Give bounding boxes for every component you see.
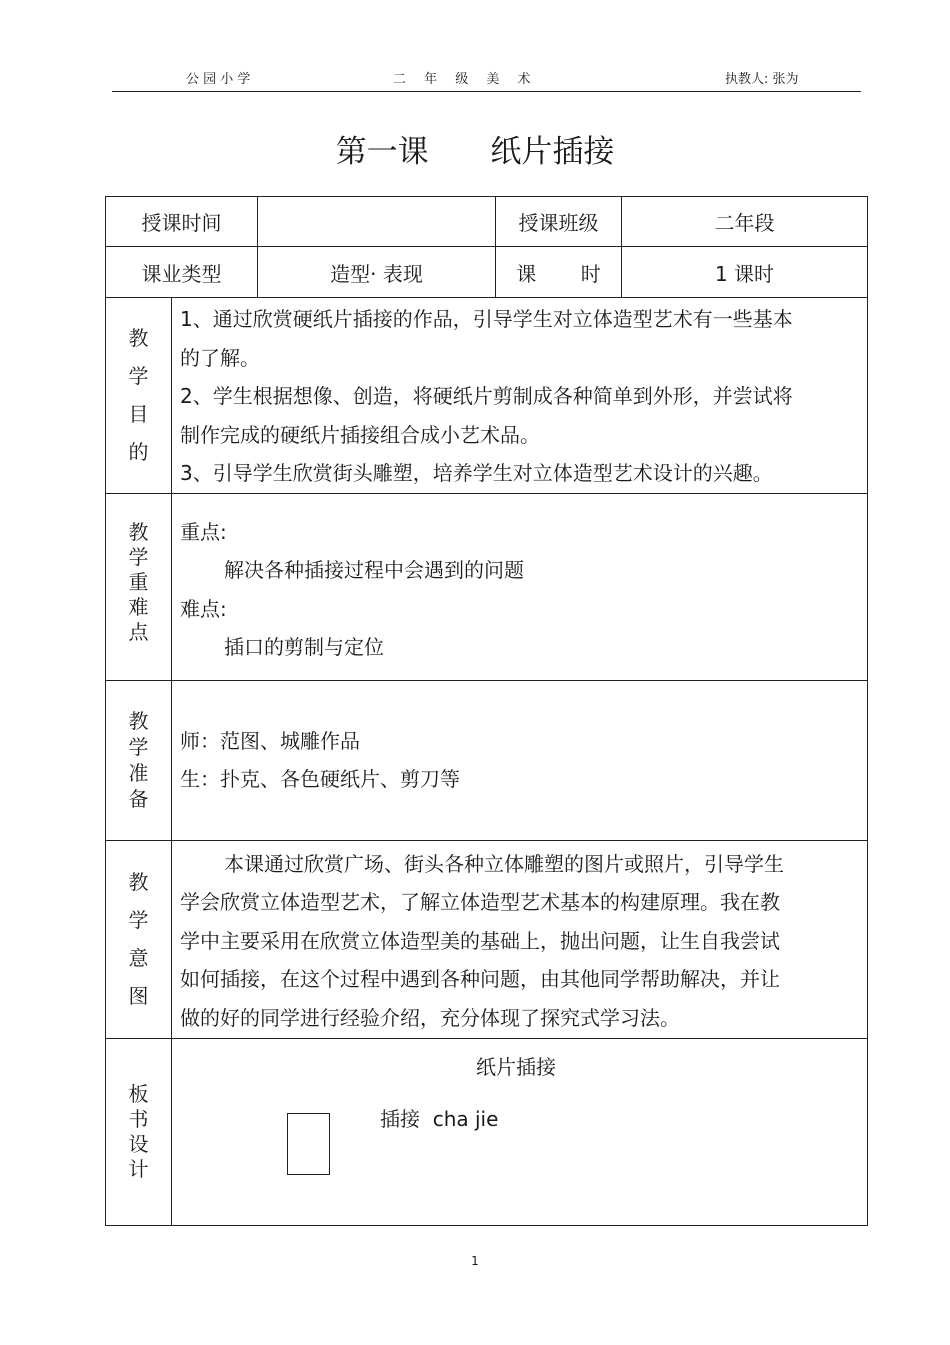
row-board-design bbox=[106, 1038, 868, 1225]
header-school: 公 园 小 学 bbox=[186, 72, 251, 87]
row-key-points bbox=[106, 493, 868, 680]
row-preparation bbox=[106, 680, 868, 840]
preparation-label: 教 学 准 备 bbox=[106, 680, 172, 840]
intent-label: 教 学 意 图 bbox=[106, 840, 172, 1038]
page-number: 1 bbox=[471, 1254, 479, 1268]
key-text: 解决各种插接过程中会遇到的问题 bbox=[224, 558, 524, 582]
goals-content: 1、通过欣赏硬纸片插接的作品，引导学生对立体造型艺术有一些基本 的了解。 2、学生根据想像、创造，将硬纸片剪制成各种简单到外形，并尝试将 制作完成的硬纸片插接组合成小艺术品。 3、引导学生欣赏街头雕塑，培养学生对立体造型艺术设计的兴趣。 bbox=[172, 298, 868, 494]
row-time-class bbox=[106, 197, 868, 247]
board-content bbox=[172, 1038, 868, 1225]
goals-label: 教 学 目 的 bbox=[106, 298, 172, 494]
row-goals bbox=[106, 298, 868, 494]
prep-student: 生：扑克、各色硬纸片、剪刀等 bbox=[180, 767, 460, 791]
label-hours: 课 时 bbox=[496, 247, 622, 298]
key-points-content bbox=[172, 493, 868, 680]
lesson-number: 第一课 bbox=[335, 134, 429, 170]
lesson-plan-table bbox=[105, 196, 868, 1226]
prep-teacher: 师：范图、城雕作品 bbox=[180, 728, 360, 753]
page-title bbox=[0, 126, 950, 171]
board-heading: 纸片插接 bbox=[476, 1054, 556, 1079]
header-teacher: 执教人: 张为 bbox=[725, 72, 799, 87]
label-time: 授课时间 bbox=[106, 197, 258, 247]
value-class: 二年段 bbox=[622, 197, 868, 247]
value-time bbox=[258, 197, 496, 247]
label-class: 授课班级 bbox=[496, 197, 622, 247]
intent-content: 本课通过欣赏广场、街头各种立体雕塑的图片或照片，引导学生 学会欣赏立体造型艺术，了解立体造型艺术基本的构建原理。我在教 学中主要采用在欣赏立体造型美的基础上，抛出问题，让生自我尝试 如何插接，在这个过程中遇到各种问题，由其他同学帮助解决，并让 做的好的同学进行经验介绍，充分体现了探究式学习法。 bbox=[172, 840, 868, 1038]
label-type: 课业类型 bbox=[106, 247, 258, 298]
board-label: 板 书 设 计 bbox=[106, 1038, 172, 1225]
difficulty-text: 插口的剪制与定位 bbox=[224, 635, 384, 659]
difficulty-title: 难点: bbox=[180, 596, 227, 621]
value-hours: 1 课时 bbox=[622, 247, 868, 298]
header-grade-subject: 二 年 级 美 术 bbox=[393, 72, 531, 87]
row-intent bbox=[106, 840, 868, 1038]
value-type: 造型· 表现 bbox=[258, 247, 496, 298]
key-points-label: 教 学 重 难 点 bbox=[106, 493, 172, 680]
row-type-hours bbox=[106, 247, 868, 298]
board-card-shape bbox=[287, 1113, 330, 1175]
preparation-content bbox=[172, 680, 868, 840]
board-term: 插接 cha jie bbox=[380, 1106, 499, 1131]
lesson-name: 纸片插接 bbox=[490, 134, 615, 170]
header-rule bbox=[112, 91, 861, 92]
key-title: 重点: bbox=[180, 519, 227, 544]
